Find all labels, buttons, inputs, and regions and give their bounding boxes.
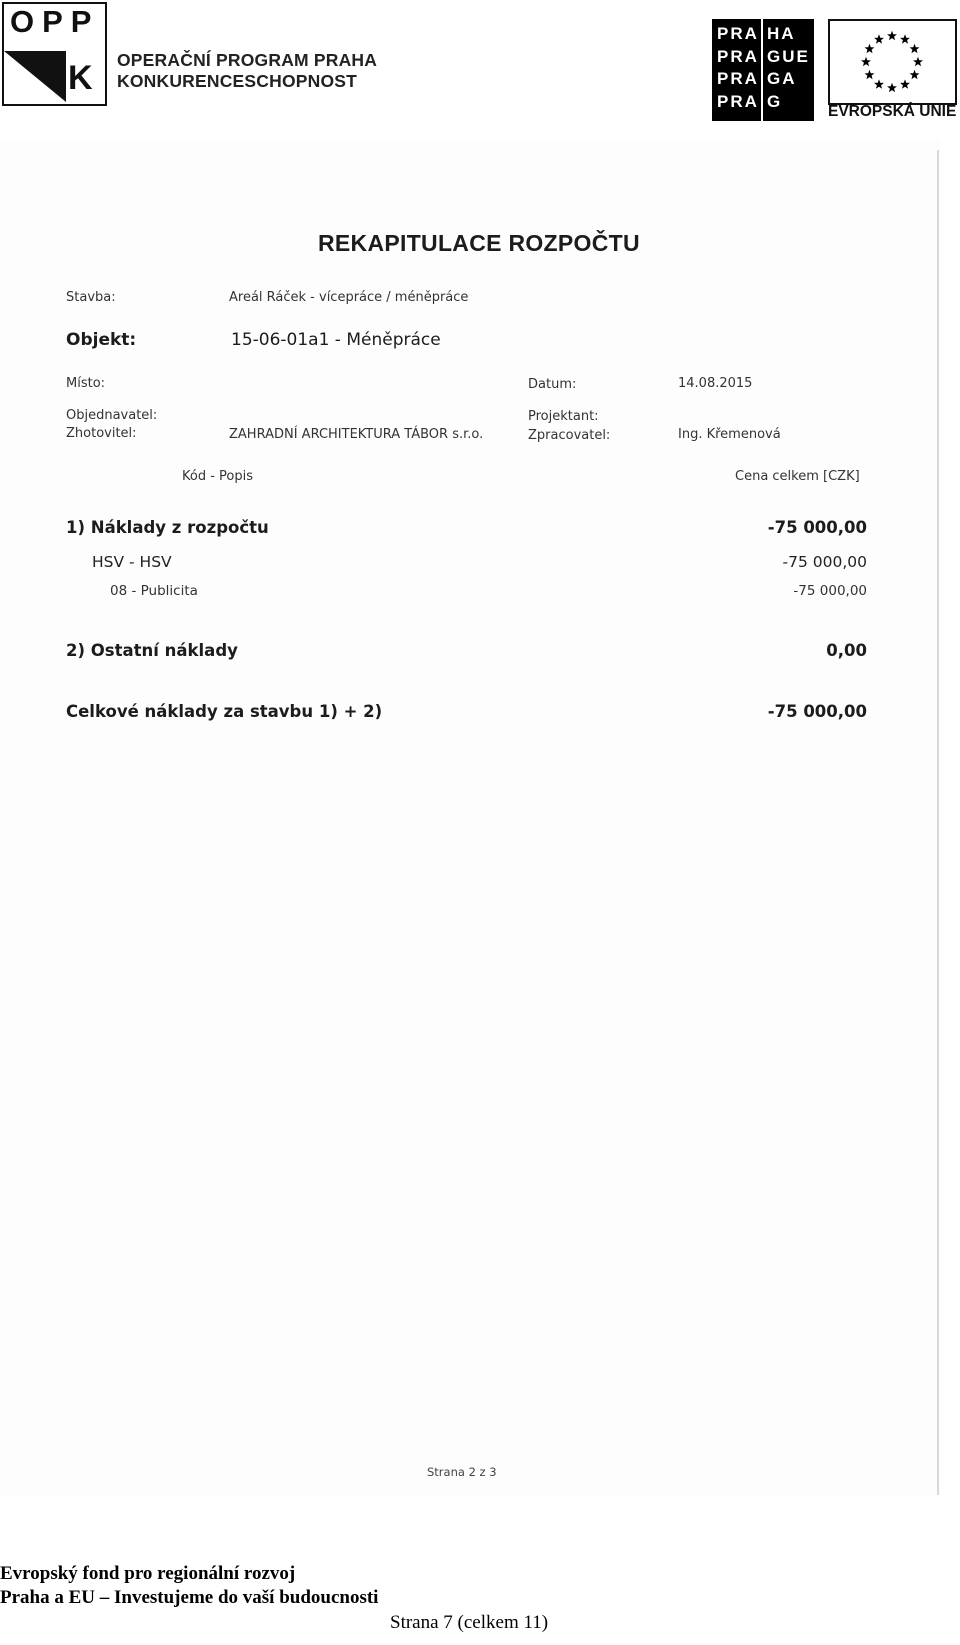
praha-logo-divider — [761, 19, 763, 121]
row-value: -75 000,00 — [782, 553, 867, 571]
footer-line2: Praha a EU – Investujeme do vaší budoucnosti — [0, 1587, 379, 1608]
row-label: 2) Ostatní náklady — [66, 641, 238, 660]
row-label: Celkové náklady za stavbu 1) + 2) — [66, 702, 383, 721]
eu-star-icon — [900, 34, 910, 43]
oppk-logo-letters: OPP — [10, 4, 100, 39]
eu-star-icon — [861, 57, 871, 66]
praha-logo-left-line: PRA — [717, 91, 759, 111]
stavba-label: Stavba: — [66, 290, 116, 305]
projektant-label: Projektant: — [528, 409, 599, 424]
document-title: REKAPITULACE ROZPOČTU — [318, 230, 640, 256]
scan-page-number: Strana 2 z 3 — [427, 1465, 497, 1479]
praha-logo-right-line: GA — [767, 69, 797, 88]
oppk-logo-k: K — [68, 59, 93, 97]
praha-logo-right — [767, 23, 810, 113]
objednavatel-label: Objednavatel: — [66, 408, 158, 423]
row-value: 0,00 — [826, 641, 867, 660]
praha-logo-left-line: PRA — [717, 24, 759, 43]
row-label: 08 - Publicita — [110, 583, 198, 599]
datum-value: 14.08.2015 — [678, 376, 753, 391]
eu-star-icon — [887, 31, 897, 40]
scanned-page-edge — [937, 150, 939, 1495]
program-name — [117, 50, 377, 92]
eu-flag — [828, 19, 957, 105]
program-line1: OPERAČNÍ PROGRAM PRAHA — [117, 50, 378, 70]
stavba-value: Areál Ráček - vícepráce / méněpráce — [229, 290, 469, 305]
eu-logo — [828, 19, 955, 121]
oppk-logo — [2, 2, 107, 106]
eu-star-icon — [910, 44, 920, 53]
objekt-value: 15-06-01a1 - Méněpráce — [231, 330, 441, 350]
eu-star-icon — [900, 79, 910, 88]
praha-logo — [712, 19, 814, 121]
row-value: -75 000,00 — [793, 583, 867, 599]
eu-star-icon — [865, 70, 875, 79]
eu-label: EVROPSKÁ UNIE — [828, 103, 957, 120]
eu-star-icon — [887, 83, 897, 92]
program-line2: KONKURENCESCHOPNOST — [117, 71, 358, 91]
eu-star-icon — [874, 79, 884, 88]
praha-logo-right-line: G — [767, 91, 783, 111]
column-code-header: Kód - Popis — [182, 469, 254, 484]
scanned-page — [0, 140, 940, 1495]
row-label: HSV - HSV — [92, 553, 172, 571]
praha-logo-left — [717, 23, 759, 113]
row-label: 1) Náklady z rozpočtu — [66, 518, 269, 537]
zpracovatel-label: Zpracovatel: — [528, 428, 611, 443]
eu-stars-icon — [830, 21, 955, 103]
row-value: -75 000,00 — [767, 702, 867, 721]
column-price-header: Cena celkem [CZK] — [735, 469, 860, 484]
zhotovitel-label: Zhotovitel: — [66, 426, 137, 441]
row-value: -75 000,00 — [767, 518, 867, 537]
footer-line1: Evropský fond pro regionální rozvoj — [0, 1563, 296, 1584]
eu-star-icon — [910, 70, 920, 79]
praha-logo-right-line: GUE — [767, 46, 810, 66]
eu-star-icon — [874, 34, 884, 43]
zhotovitel-value: ZAHRADNÍ ARCHITEKTURA TÁBOR s.r.o. — [229, 427, 484, 442]
praha-logo-left-line: PRA — [717, 46, 759, 66]
eu-star-icon — [913, 57, 923, 66]
eu-star-icon — [865, 44, 875, 53]
objekt-label: Objekt: — [66, 330, 137, 350]
footer-page: Strana 7 (celkem 11) — [390, 1612, 549, 1633]
misto-label: Místo: — [66, 376, 106, 391]
praha-logo-left-line: PRA — [717, 69, 759, 88]
zpracovatel-value: Ing. Křemenová — [678, 427, 781, 442]
datum-label: Datum: — [528, 377, 577, 392]
praha-logo-right-line: HA — [767, 24, 796, 43]
